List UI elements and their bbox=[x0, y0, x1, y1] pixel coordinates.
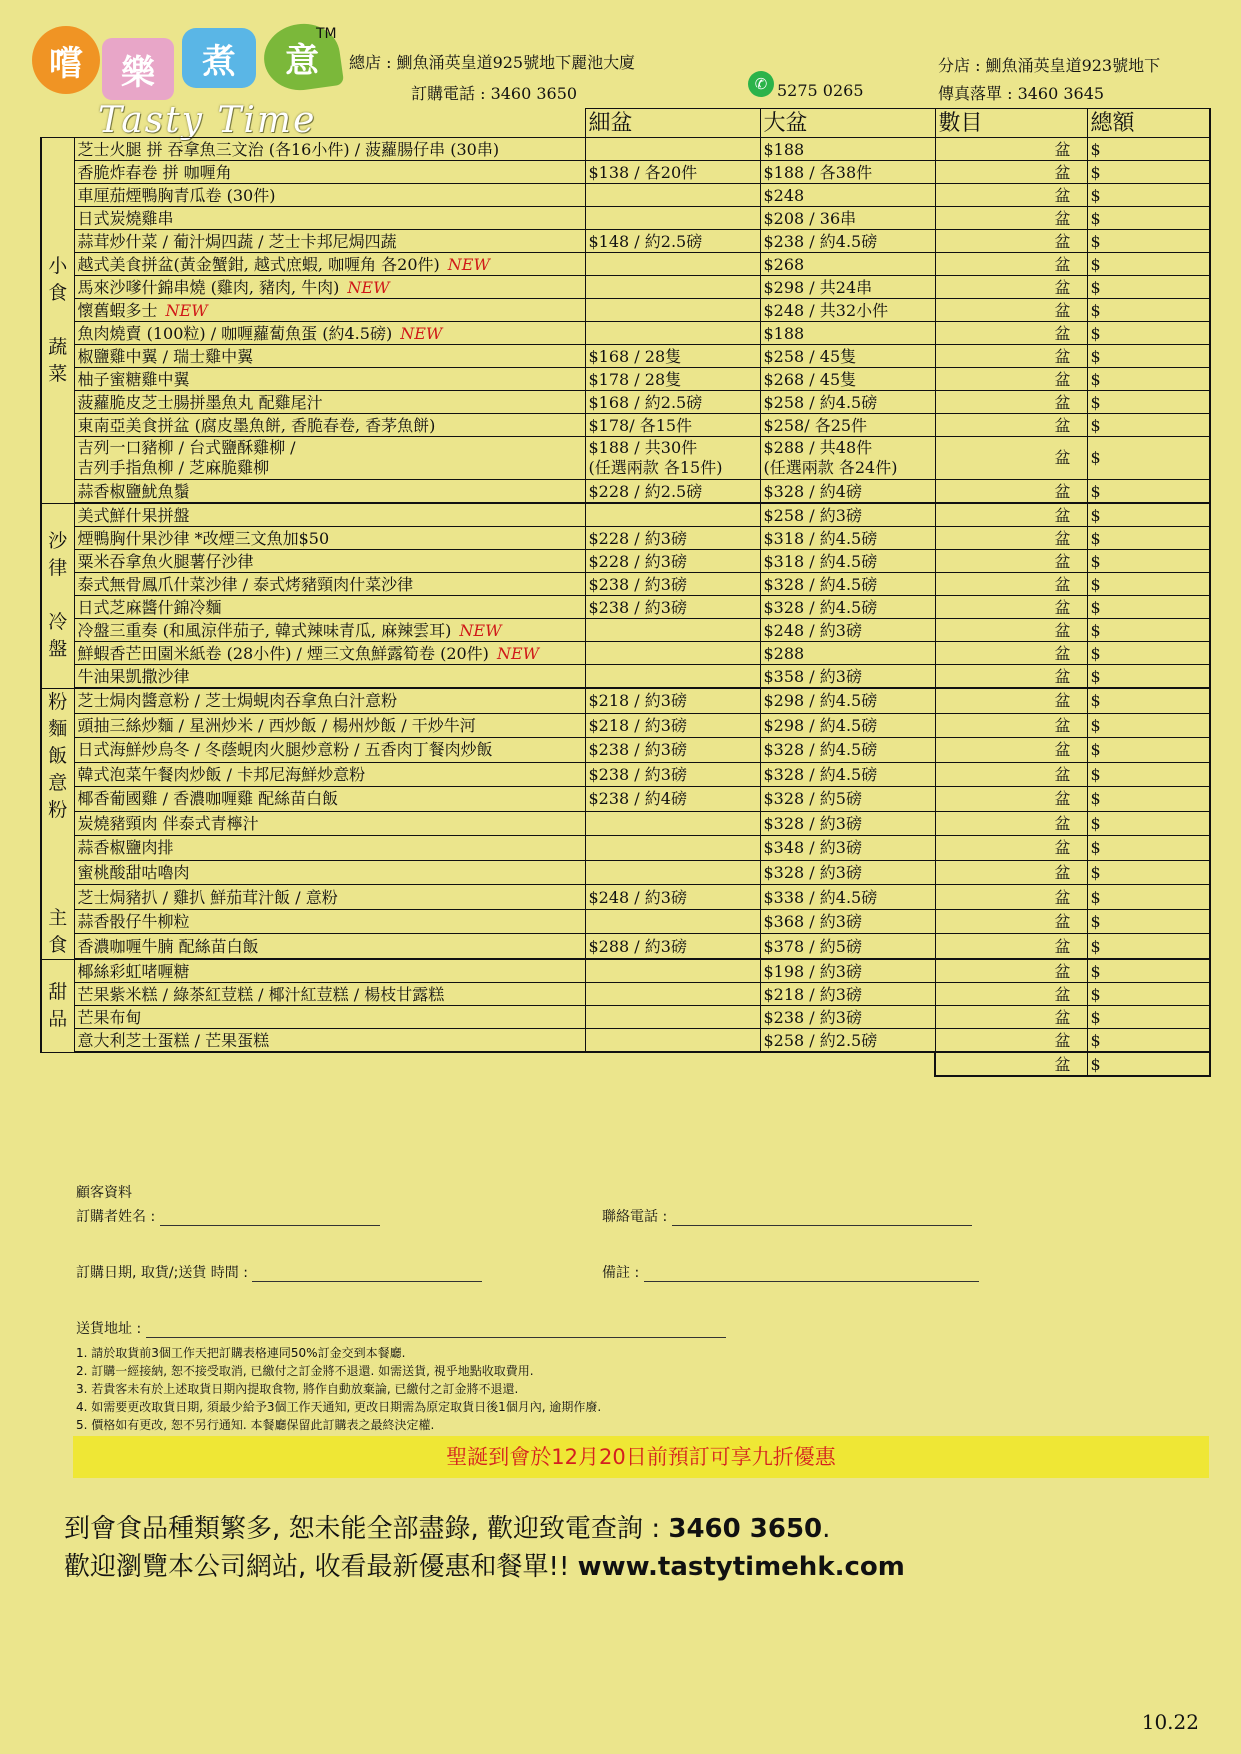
dish-name: 韓式泡菜午餐肉炒飯 / 卡邦尼海鮮炒意粉 bbox=[74, 762, 585, 787]
small-price bbox=[585, 619, 760, 642]
menu-row bbox=[41, 811, 1210, 836]
small-price: $178 / 28隻 bbox=[585, 368, 760, 391]
dish-name: 意大利芝士蛋糕 / 芒果蛋糕 bbox=[74, 1029, 585, 1053]
christmas-promo-banner: 聖誕到會於12月20日前預訂可享九折優惠 bbox=[73, 1436, 1209, 1478]
total-cell[interactable]: $ bbox=[1087, 299, 1210, 322]
menu-row bbox=[41, 688, 1210, 713]
quantity-cell[interactable]: 盆 bbox=[935, 527, 1087, 550]
large-price: $328 / 約4磅 bbox=[760, 480, 935, 504]
dish-name: 菠蘿脆皮芝士腸拼墨魚丸 配雞尾汁 bbox=[74, 391, 585, 414]
small-price bbox=[585, 1029, 760, 1053]
dish-name: 日式炭燒雞串 bbox=[74, 207, 585, 230]
category-label: 甜 品 bbox=[41, 959, 74, 1052]
small-price: $218 / 約3磅 bbox=[585, 713, 760, 738]
small-price bbox=[585, 276, 760, 299]
large-price: $378 / 約5磅 bbox=[760, 934, 935, 959]
term-item: 4. 如需要更改取貨日期, 須最少給予3個工作天通知, 更改日期需為原定取貨日後1個月內, 逾期作廢. bbox=[76, 1400, 602, 1414]
menu-row bbox=[41, 959, 1210, 983]
menu-row bbox=[41, 207, 1210, 230]
small-price bbox=[585, 959, 760, 983]
dish-name: 芒果紫米糕 / 綠茶紅荳糕 / 椰汁紅荳糕 / 楊枝甘露糕 bbox=[74, 983, 585, 1006]
large-price: $328 / 約3磅 bbox=[760, 860, 935, 885]
menu-row bbox=[41, 299, 1210, 322]
total-cell[interactable]: $ bbox=[1087, 161, 1210, 184]
menu-row bbox=[41, 762, 1210, 787]
quantity-cell[interactable]: 盆 bbox=[935, 368, 1087, 391]
small-price: $188 / 共30件 (任選兩款 各15件) bbox=[585, 437, 760, 480]
large-price: $328 / 約4.5磅 bbox=[760, 738, 935, 763]
dish-name: 蒜香椒鹽魷魚鬚 bbox=[74, 480, 585, 504]
dish-name: 香脆炸春卷 拼 咖喱角 bbox=[74, 161, 585, 184]
contact-phone-line[interactable] bbox=[672, 1211, 972, 1226]
logo-char-2: 樂 bbox=[102, 38, 174, 100]
blank-cell bbox=[585, 1052, 760, 1076]
quantity-cell[interactable]: 盆 bbox=[935, 207, 1087, 230]
small-price bbox=[585, 909, 760, 934]
category-label: 沙 律 冷 盤 bbox=[41, 503, 74, 688]
quantity-cell[interactable]: 盆 bbox=[935, 983, 1087, 1006]
quantity-cell[interactable]: 盆 bbox=[935, 414, 1087, 437]
large-price: $248 bbox=[760, 184, 935, 207]
category-label: 小 食 蔬 菜 bbox=[41, 138, 74, 504]
quantity-cell[interactable]: 盆 bbox=[935, 230, 1087, 253]
total-cell[interactable]: $ bbox=[1087, 787, 1210, 812]
menu-row bbox=[41, 573, 1210, 596]
quantity-cell[interactable]: 盆 bbox=[935, 161, 1087, 184]
large-price: $198 / 約3磅 bbox=[760, 959, 935, 983]
large-price: $328 / 約5磅 bbox=[760, 787, 935, 812]
total-cell[interactable]: $ bbox=[1087, 983, 1210, 1006]
large-price: $328 / 約4.5磅 bbox=[760, 596, 935, 619]
quantity-cell[interactable]: 盆 bbox=[935, 1029, 1087, 1053]
footer-enquiry-text: 到會食品種類繁多, 恕未能全部盡錄, 歡迎致電查詢 : bbox=[64, 1514, 669, 1544]
total-cell[interactable]: $ bbox=[1087, 596, 1210, 619]
blank-cell bbox=[760, 1052, 935, 1076]
branch-shop-address: 分店 : 鰂魚涌英皇道923號地下 bbox=[938, 56, 1161, 75]
menu-row bbox=[41, 503, 1210, 527]
small-price bbox=[585, 665, 760, 689]
dish-name: 頭抽三絲炒麵 / 星洲炒米 / 西炒飯 / 楊州炒飯 / 干炒牛河 bbox=[74, 713, 585, 738]
col-large-header: 大盆 bbox=[760, 109, 935, 138]
grand-total-qty[interactable]: 盆 bbox=[935, 1052, 1087, 1076]
quantity-cell[interactable]: 盆 bbox=[935, 642, 1087, 665]
fax-number: 傳真落單 : 3460 3645 bbox=[938, 84, 1105, 103]
total-cell[interactable]: $ bbox=[1087, 503, 1210, 527]
small-price bbox=[585, 836, 760, 861]
total-cell[interactable]: $ bbox=[1087, 276, 1210, 299]
total-cell[interactable]: $ bbox=[1087, 665, 1210, 689]
footer-website bbox=[64, 1546, 905, 1583]
logo-trademark: TM bbox=[316, 26, 337, 42]
large-price: $188 bbox=[760, 138, 935, 161]
address-label: 送貨地址 : bbox=[76, 1321, 142, 1337]
dish-name: 粟米吞拿魚火腿薯仔沙律 bbox=[74, 550, 585, 573]
total-cell[interactable]: $ bbox=[1087, 1029, 1210, 1053]
dish-name: 芝士焗豬扒 / 雞扒 鮮茄茸汁飯 / 意粉 bbox=[74, 885, 585, 910]
menu-row bbox=[41, 138, 1210, 161]
small-price: $168 / 約2.5磅 bbox=[585, 391, 760, 414]
order-date-label: 訂購日期, 取貨/;送貨 時間 : bbox=[76, 1265, 248, 1281]
total-cell[interactable]: $ bbox=[1087, 368, 1210, 391]
large-price: $328 / 約4.5磅 bbox=[760, 762, 935, 787]
large-price: $268 / 45隻 bbox=[760, 368, 935, 391]
menu-row bbox=[41, 368, 1210, 391]
col-small-header: 細盆 bbox=[585, 109, 760, 138]
menu-row bbox=[41, 322, 1210, 345]
quantity-cell[interactable]: 盆 bbox=[935, 138, 1087, 161]
large-price: $328 / 約3磅 bbox=[760, 811, 935, 836]
small-price: $148 / 約2.5磅 bbox=[585, 230, 760, 253]
contact-phone-label: 聯絡電話 : bbox=[602, 1209, 668, 1225]
menu-row bbox=[41, 527, 1210, 550]
menu-row bbox=[41, 860, 1210, 885]
dish-name: 柚子蜜糖雞中翼 bbox=[74, 368, 585, 391]
small-price bbox=[585, 983, 760, 1006]
quantity-cell[interactable]: 盆 bbox=[935, 253, 1087, 276]
total-cell[interactable]: $ bbox=[1087, 738, 1210, 763]
total-cell[interactable]: $ bbox=[1087, 573, 1210, 596]
small-price: $138 / 各20件 bbox=[585, 161, 760, 184]
total-cell[interactable]: $ bbox=[1087, 527, 1210, 550]
menu-row bbox=[41, 738, 1210, 763]
total-cell[interactable]: $ bbox=[1087, 909, 1210, 934]
small-price: $288 / 約3磅 bbox=[585, 934, 760, 959]
blank-cell bbox=[41, 1052, 74, 1076]
large-price: $288 bbox=[760, 642, 935, 665]
footer-enquiry bbox=[64, 1508, 830, 1545]
dish-name: 芝士焗肉醬意粉 / 芝士焗蜆肉吞拿魚白汁意粉 bbox=[74, 688, 585, 713]
remark-field[interactable] bbox=[602, 1262, 979, 1282]
menu-row bbox=[41, 983, 1210, 1006]
menu-header-row bbox=[41, 109, 1210, 138]
large-price: $298 / 約4.5磅 bbox=[760, 688, 935, 713]
version-number: 10.22 bbox=[1141, 1710, 1199, 1734]
large-price: $318 / 約4.5磅 bbox=[760, 527, 935, 550]
dish-name: 美式鮮什果拼盤 bbox=[74, 503, 585, 527]
menu-row bbox=[41, 345, 1210, 368]
dish-name: 日式芝麻醬什錦冷麵 bbox=[74, 596, 585, 619]
menu-row bbox=[41, 1029, 1210, 1053]
large-price: $188 bbox=[760, 322, 935, 345]
menu-row bbox=[41, 619, 1210, 642]
small-price: $248 / 約3磅 bbox=[585, 885, 760, 910]
total-cell[interactable]: $ bbox=[1087, 860, 1210, 885]
total-cell[interactable]: $ bbox=[1087, 550, 1210, 573]
small-price: $178/ 各15件 bbox=[585, 414, 760, 437]
menu-row bbox=[41, 885, 1210, 910]
total-cell[interactable]: $ bbox=[1087, 322, 1210, 345]
dish-name: 椰香葡國雞 / 香濃咖喱雞 配絲苗白飯 bbox=[74, 787, 585, 812]
menu-row bbox=[41, 642, 1210, 665]
total-cell[interactable]: $ bbox=[1087, 391, 1210, 414]
quantity-cell[interactable]: 盆 bbox=[935, 322, 1087, 345]
large-price: $298 / 共24串 bbox=[760, 276, 935, 299]
remark-label: 備註 : bbox=[602, 1265, 640, 1281]
menu-row bbox=[41, 437, 1210, 480]
dish-name: 越式美食拼盆(黃金蟹鉗, 越式庶蝦, 咖喱角 各20件) NEW bbox=[74, 253, 585, 276]
small-price bbox=[585, 299, 760, 322]
menu-table bbox=[40, 108, 1211, 1077]
total-cell[interactable]: $ bbox=[1087, 184, 1210, 207]
dish-name: 車厘茄煙鴨胸青瓜卷 (30件) bbox=[74, 184, 585, 207]
new-badge: NEW bbox=[496, 643, 540, 663]
total-cell[interactable]: $ bbox=[1087, 811, 1210, 836]
small-price bbox=[585, 503, 760, 527]
remark-line[interactable] bbox=[644, 1267, 979, 1282]
address-line[interactable] bbox=[146, 1323, 726, 1338]
menu-row bbox=[41, 253, 1210, 276]
menu-row bbox=[41, 934, 1210, 959]
small-price bbox=[585, 642, 760, 665]
small-price: $228 / 約3磅 bbox=[585, 527, 760, 550]
order-date-field[interactable] bbox=[76, 1262, 482, 1282]
new-badge: NEW bbox=[165, 300, 208, 320]
large-price: $358 / 約3磅 bbox=[760, 665, 935, 689]
logo-char-1: 嚐 bbox=[32, 26, 100, 94]
large-price: $248 / 約3磅 bbox=[760, 619, 935, 642]
quantity-cell[interactable]: 盆 bbox=[935, 959, 1087, 983]
menu-row bbox=[41, 480, 1210, 504]
customer-info-title: 顧客資料 bbox=[76, 1185, 132, 1201]
new-badge: NEW bbox=[447, 254, 490, 274]
large-price: $338 / 約4.5磅 bbox=[760, 885, 935, 910]
quantity-cell[interactable]: 盆 bbox=[935, 665, 1087, 689]
total-cell[interactable]: $ bbox=[1087, 207, 1210, 230]
address-field[interactable] bbox=[76, 1318, 726, 1338]
header-blank bbox=[41, 109, 74, 138]
dish-name: 泰式無骨鳳爪什菜沙律 / 泰式烤豬頸肉什菜沙律 bbox=[74, 573, 585, 596]
large-price: $258/ 各25件 bbox=[760, 414, 935, 437]
quantity-cell[interactable]: 盆 bbox=[935, 811, 1087, 836]
quantity-cell[interactable]: 盆 bbox=[935, 762, 1087, 787]
dish-name: 蒜香骰仔牛柳粒 bbox=[74, 909, 585, 934]
menu-row bbox=[41, 665, 1210, 689]
total-cell[interactable]: $ bbox=[1087, 713, 1210, 738]
dish-name: 芒果布甸 bbox=[74, 1006, 585, 1029]
dish-name: 椰絲彩虹啫喱糖 bbox=[74, 959, 585, 983]
quantity-cell[interactable]: 盆 bbox=[935, 738, 1087, 763]
small-price: $218 / 約3磅 bbox=[585, 688, 760, 713]
quantity-cell[interactable]: 盆 bbox=[935, 345, 1087, 368]
blank-cell bbox=[74, 1052, 585, 1076]
large-price: $368 / 約3磅 bbox=[760, 909, 935, 934]
grand-total-amount[interactable]: $ bbox=[1087, 1052, 1210, 1076]
whatsapp-number: 5275 0265 bbox=[777, 81, 864, 100]
dish-name: 蒜茸炒什菜 / 葡汁焗四蔬 / 芝士卡邦尼焗四蔬 bbox=[74, 230, 585, 253]
menu-row bbox=[41, 230, 1210, 253]
contact-phone-field[interactable] bbox=[602, 1206, 972, 1226]
dish-name: 懷舊蝦多士 NEW bbox=[74, 299, 585, 322]
logo-char-3: 煮 bbox=[182, 28, 256, 88]
quantity-cell[interactable]: 盆 bbox=[935, 909, 1087, 934]
large-price: $258 / 約2.5磅 bbox=[760, 1029, 935, 1053]
customer-name-line[interactable] bbox=[160, 1211, 380, 1226]
dish-name: 椒鹽雞中翼 / 瑞士雞中翼 bbox=[74, 345, 585, 368]
menu-row bbox=[41, 596, 1210, 619]
main-shop-address: 總店 : 鰂魚涌英皇道925號地下麗池大廈 bbox=[349, 53, 636, 72]
quantity-cell[interactable]: 盆 bbox=[935, 787, 1087, 812]
quantity-cell[interactable]: 盆 bbox=[935, 276, 1087, 299]
footer-period: . bbox=[822, 1514, 831, 1544]
quantity-cell[interactable]: 盆 bbox=[935, 391, 1087, 414]
dish-name: 牛油果凱撒沙律 bbox=[74, 665, 585, 689]
total-cell[interactable]: $ bbox=[1087, 414, 1210, 437]
small-price: $168 / 28隻 bbox=[585, 345, 760, 368]
menu-row bbox=[41, 787, 1210, 812]
small-price bbox=[585, 253, 760, 276]
col-qty-header: 數目 bbox=[935, 109, 1087, 138]
quantity-cell[interactable]: 盆 bbox=[935, 299, 1087, 322]
menu-row bbox=[41, 161, 1210, 184]
total-cell[interactable]: $ bbox=[1087, 934, 1210, 959]
quantity-cell[interactable]: 盆 bbox=[935, 619, 1087, 642]
logo-char-4: 意 bbox=[260, 19, 344, 95]
order-date-line[interactable] bbox=[252, 1267, 482, 1282]
small-price: $238 / 約3磅 bbox=[585, 596, 760, 619]
large-price: $318 / 約4.5磅 bbox=[760, 550, 935, 573]
large-price: $248 / 共32小件 bbox=[760, 299, 935, 322]
new-badge: NEW bbox=[347, 277, 390, 297]
total-cell[interactable]: $ bbox=[1087, 619, 1210, 642]
small-price: $238 / 約3磅 bbox=[585, 738, 760, 763]
total-cell[interactable]: $ bbox=[1087, 230, 1210, 253]
quantity-cell[interactable]: 盆 bbox=[935, 573, 1087, 596]
total-cell[interactable]: $ bbox=[1087, 885, 1210, 910]
total-cell[interactable]: $ bbox=[1087, 437, 1210, 480]
dish-name: 煙鴨胸什果沙律 *改煙三文魚加$50 bbox=[74, 527, 585, 550]
total-cell[interactable]: $ bbox=[1087, 836, 1210, 861]
large-price: $258 / 約4.5磅 bbox=[760, 391, 935, 414]
terms-list bbox=[76, 1344, 601, 1434]
small-price bbox=[585, 322, 760, 345]
total-cell[interactable]: $ bbox=[1087, 1006, 1210, 1029]
large-price: $298 / 約4.5磅 bbox=[760, 713, 935, 738]
total-cell[interactable]: $ bbox=[1087, 480, 1210, 504]
small-price: $238 / 約3磅 bbox=[585, 573, 760, 596]
menu-row bbox=[41, 1006, 1210, 1029]
total-cell[interactable]: $ bbox=[1087, 762, 1210, 787]
large-price: $218 / 約3磅 bbox=[760, 983, 935, 1006]
term-item: 2. 訂購一經接納, 恕不接受取消, 已繳付之訂金將不退還. 如需送貨, 視乎地點收取費用. bbox=[76, 1364, 534, 1378]
small-price: $228 / 約3磅 bbox=[585, 550, 760, 573]
large-price: $268 bbox=[760, 253, 935, 276]
footer-website-text: 歡迎瀏覽本公司網站, 收看最新優惠和餐單!! bbox=[64, 1552, 578, 1582]
dish-name: 日式海鮮炒烏冬 / 冬蔭蜆肉火腿炒意粉 / 五香肉丁餐肉炒飯 bbox=[74, 738, 585, 763]
dish-name: 吉列一口豬柳 / 台式鹽酥雞柳 / 吉列手指魚柳 / 芝麻脆雞柳 bbox=[74, 437, 585, 480]
dish-name: 冷盤三重奏 (和風涼伴茄子, 韓式辣味青瓜, 麻辣雲耳) NEW bbox=[74, 619, 585, 642]
menu-row bbox=[41, 713, 1210, 738]
quantity-cell[interactable]: 盆 bbox=[935, 688, 1087, 713]
dish-name: 芝士火腿 拼 吞拿魚三文治 (各16小件) / 菠蘿腸仔串 (30串) bbox=[74, 138, 585, 161]
category-label: 粉 麵 飯 意 粉 主 食 bbox=[41, 688, 74, 959]
small-price bbox=[585, 1006, 760, 1029]
large-price: $288 / 共48件 (任選兩款 各24件) bbox=[760, 437, 935, 480]
small-price: $228 / 約2.5磅 bbox=[585, 480, 760, 504]
small-price: $238 / 約4磅 bbox=[585, 787, 760, 812]
col-total-header: 總額 bbox=[1087, 109, 1210, 138]
menu-row bbox=[41, 550, 1210, 573]
total-cell[interactable]: $ bbox=[1087, 959, 1210, 983]
new-badge: NEW bbox=[459, 620, 502, 640]
dish-name: 東南亞美食拼盆 (腐皮墨魚餅, 香脆春卷, 香茅魚餅) bbox=[74, 414, 585, 437]
website-link[interactable]: www.tastytimehk.com bbox=[577, 1552, 905, 1582]
quantity-cell[interactable]: 盆 bbox=[935, 437, 1087, 480]
total-cell[interactable]: $ bbox=[1087, 253, 1210, 276]
quantity-cell[interactable]: 盆 bbox=[935, 934, 1087, 959]
total-cell[interactable]: $ bbox=[1087, 642, 1210, 665]
large-price: $348 / 約3磅 bbox=[760, 836, 935, 861]
menu-row bbox=[41, 276, 1210, 299]
quantity-cell[interactable]: 盆 bbox=[935, 480, 1087, 504]
order-phone: 訂購電話 : 3460 3650 bbox=[411, 84, 578, 103]
small-price bbox=[585, 207, 760, 230]
dish-name: 蒜香椒鹽肉排 bbox=[74, 836, 585, 861]
menu-row bbox=[41, 391, 1210, 414]
total-cell[interactable]: $ bbox=[1087, 345, 1210, 368]
grand-total-row bbox=[41, 1052, 1210, 1076]
term-item: 1. 請於取貨前3個工作天把訂購表格連同50%訂金交到本餐廳. bbox=[76, 1346, 406, 1360]
header-blank bbox=[74, 109, 585, 138]
quantity-cell[interactable]: 盆 bbox=[935, 503, 1087, 527]
large-price: $208 / 36串 bbox=[760, 207, 935, 230]
menu-row bbox=[41, 414, 1210, 437]
customer-name-field[interactable] bbox=[76, 1206, 380, 1226]
term-item: 3. 若貴客未有於上述取貨日期內提取食物, 將作自動放棄論, 已繳付之訂金將不退還. bbox=[76, 1382, 519, 1396]
quantity-cell[interactable]: 盆 bbox=[935, 596, 1087, 619]
dish-name: 魚肉燒賣 (100粒) / 咖喱蘿蔔魚蛋 (約4.5磅) NEW bbox=[74, 322, 585, 345]
large-price: $258 / 45隻 bbox=[760, 345, 935, 368]
footer-phone[interactable]: 3460 3650 bbox=[668, 1514, 823, 1544]
new-badge: NEW bbox=[400, 323, 443, 343]
small-price bbox=[585, 184, 760, 207]
large-price: $258 / 約3磅 bbox=[760, 503, 935, 527]
quantity-cell[interactable]: 盆 bbox=[935, 184, 1087, 207]
total-cell[interactable]: $ bbox=[1087, 688, 1210, 713]
dish-name: 香濃咖喱牛腩 配絲苗白飯 bbox=[74, 934, 585, 959]
small-price bbox=[585, 811, 760, 836]
menu-row bbox=[41, 836, 1210, 861]
dish-name: 鮮蝦香芒田園米紙卷 (28小件) / 煙三文魚鮮露筍卷 (20件) NEW bbox=[74, 642, 585, 665]
total-cell[interactable]: $ bbox=[1087, 138, 1210, 161]
quantity-cell[interactable]: 盆 bbox=[935, 713, 1087, 738]
small-price bbox=[585, 138, 760, 161]
dish-name: 馬來沙嗲什錦串燒 (雞肉, 豬肉, 牛肉) NEW bbox=[74, 276, 585, 299]
whatsapp-icon: ✆ bbox=[748, 71, 774, 97]
small-price bbox=[585, 860, 760, 885]
dish-name: 蜜桃酸甜咕嚕肉 bbox=[74, 860, 585, 885]
menu-row bbox=[41, 184, 1210, 207]
quantity-cell[interactable]: 盆 bbox=[935, 550, 1087, 573]
quantity-cell[interactable]: 盆 bbox=[935, 1006, 1087, 1029]
quantity-cell[interactable]: 盆 bbox=[935, 885, 1087, 910]
quantity-cell[interactable]: 盆 bbox=[935, 860, 1087, 885]
large-price: $238 / 約4.5磅 bbox=[760, 230, 935, 253]
quantity-cell[interactable]: 盆 bbox=[935, 836, 1087, 861]
menu-row bbox=[41, 909, 1210, 934]
dish-name: 炭燒豬頸肉 伴泰式青檸汁 bbox=[74, 811, 585, 836]
large-price: $328 / 約4.5磅 bbox=[760, 573, 935, 596]
customer-name-label: 訂購者姓名 : bbox=[76, 1209, 156, 1225]
logo-script: Tasty Time bbox=[98, 100, 317, 141]
small-price: $238 / 約3磅 bbox=[585, 762, 760, 787]
term-item: 5. 價格如有更改, 恕不另行通知. 本餐廳保留此訂購表之最終決定權. bbox=[76, 1418, 435, 1432]
large-price: $188 / 各38件 bbox=[760, 161, 935, 184]
large-price: $238 / 約3磅 bbox=[760, 1006, 935, 1029]
